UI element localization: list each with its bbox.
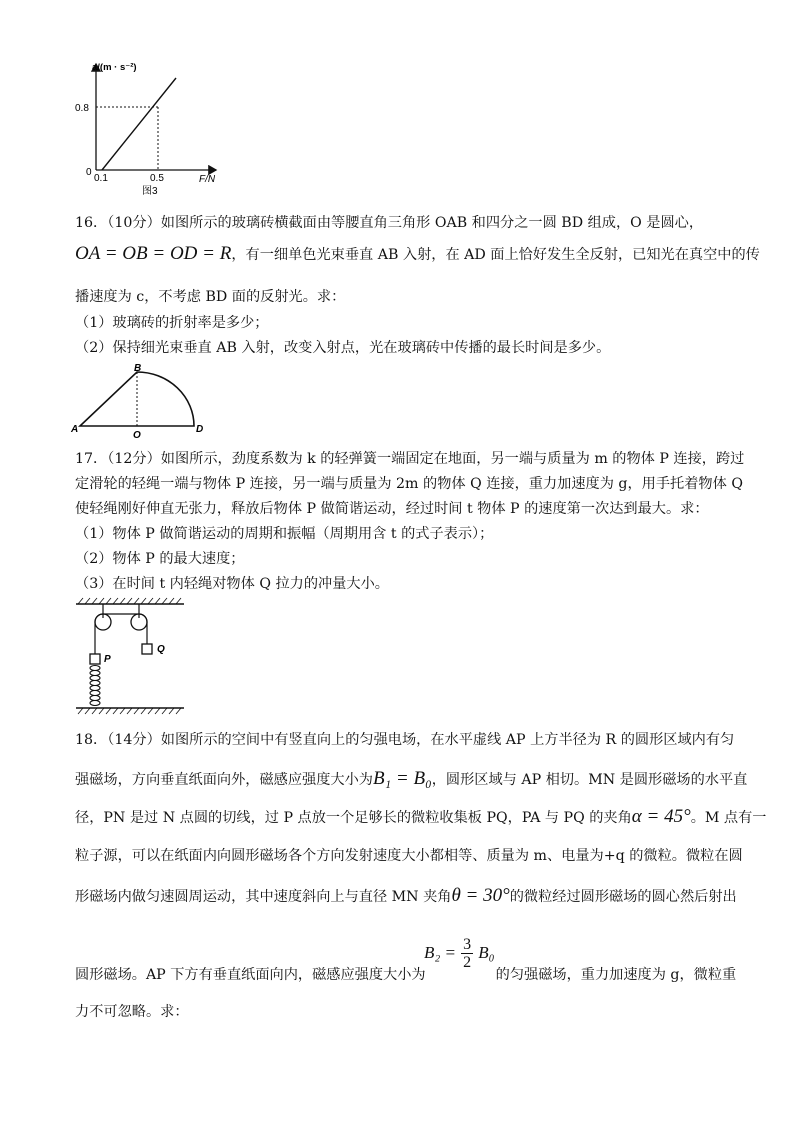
- q16-subquestion-2: （2）保持细光束垂直 AB 入射，改变入射点，光在玻璃砖中传播的最长时间是多少。: [75, 340, 611, 356]
- q17-line-1: 17．（12分）如图所示，劲度系数为 k 的轻弹簧一端固定在地面，另一端与质量为 m 的物体 P 连接，跨过: [75, 451, 745, 467]
- q18-line-2-post: ，圆形区域与 AP 相切。MN 是圆形磁场的水平直: [431, 772, 748, 788]
- x-tick-label-1: 0.1: [94, 173, 108, 184]
- x-axis-label: F/N: [199, 174, 216, 185]
- origin-label: 0: [86, 167, 92, 178]
- q18-line-1: 18．（14分）如图所示的空间中有竖直向上的匀强电场，在水平虚线 AP 上方半径为 R 的圆形区域内有匀: [75, 732, 735, 748]
- q16-line-1: 16．（10分）如图所示的玻璃砖横截面由等腰直角三角形 OAB 和四分之一圆 BD 组成，O 是圆心，: [75, 215, 704, 231]
- b2-numerator: 3: [463, 936, 472, 953]
- q17-subquestion-2: （2）物体 P 的最大速度；: [75, 551, 245, 567]
- q17-subquestion-1: （1）物体 P 做简谐运动的周期和振幅（周期用含 t 的式子表示）；: [75, 526, 494, 542]
- q18-line-5: [75, 886, 737, 907]
- rope: [95, 614, 147, 654]
- y-tick-label: 0.8: [75, 103, 89, 114]
- b2-rhs: B₀: [478, 943, 495, 962]
- q16-line-2: [75, 244, 760, 265]
- q18-line-6-pre: 圆形磁场。AP 下方有垂直纸面向内，磁感应强度大小为: [75, 967, 426, 983]
- ceiling-hatch: [78, 598, 181, 604]
- q16-glass-brick-figure: [68, 360, 218, 442]
- q18-line-5-post: 的微粒经过圆形磁场的圆心然后射出: [509, 889, 737, 905]
- b2-denominator: 2: [463, 954, 472, 971]
- label-o: O: [133, 430, 141, 441]
- q18-line-3-pre: 径，PN 是过 N 点圆的切线，过 P 点放一个足够长的微粒收集板 PQ，PA 与 PQ 的夹角: [75, 810, 632, 826]
- label-b: B: [134, 363, 142, 374]
- label-d: D: [196, 424, 204, 435]
- q18-theta-equation: θ = 30°: [451, 885, 510, 906]
- q16-line-3: 播速度为 c，不考虑 BD 面的反射光。求：: [75, 289, 346, 305]
- q18-line-3: [75, 807, 767, 828]
- data-line: [102, 78, 176, 170]
- x-tick-label-2: 0.5: [150, 173, 164, 184]
- q18-alpha-equation: α = 45°: [631, 806, 691, 827]
- q18-line-4: 粒子源，可以在纸面内向圆形磁场各个方向发射速度大小都相等、质量为 m、电量为+q 的微粒。微粒在圆: [75, 848, 743, 864]
- q16-subquestion-1: （1）玻璃砖的折射率是多少；: [75, 315, 269, 331]
- spring: [90, 666, 100, 706]
- figure3-graph: [75, 58, 238, 200]
- figure-caption: 图3: [142, 186, 158, 197]
- q16-line-2-text: ，有一细单色光束垂直 AB 入射，在 AD 面上恰好发生全反射，已知光在真空中的传: [231, 247, 760, 263]
- b2-lhs: B₂ =: [424, 943, 457, 962]
- q18-b1-equation: B₁ = B₀: [372, 768, 432, 789]
- q17-line-2: 定滑轮的轻绳一端与物体 P 连接，另一端与质量为 2m 的物体 Q 连接，重力加速度为 g，用手托着物体 Q: [75, 476, 743, 492]
- block-p: [90, 654, 100, 664]
- ground-hatch: [78, 708, 181, 714]
- q17-subquestion-3: （3）在时间 t 内轻绳对物体 Q 拉力的冲量大小。: [75, 576, 389, 592]
- block-q: [142, 644, 152, 654]
- q17-line-3: 使轻绳刚好伸直无张力，释放后物体 P 做简谐运动，经过时间 t 物体 P 的速度第一次达到最大。求：: [75, 501, 709, 517]
- y-axis-label: a/(m · s⁻²): [92, 62, 137, 73]
- q18-line-5-pre: 形磁场内做匀速圆周运动，其中速度斜向上与直径 MN 夹角: [75, 889, 452, 905]
- q18-line-6-post: 的匀强磁场，重力加速度为 g，微粒重: [495, 967, 737, 983]
- label-q: Q: [157, 644, 165, 655]
- label-a: A: [71, 424, 79, 435]
- q18-line-6: [75, 965, 736, 985]
- q16-radius-equation: OA = OB = OD = R: [75, 243, 232, 264]
- q17-spring-pulley-figure: [72, 596, 192, 718]
- q18-line-2: [75, 769, 747, 790]
- label-p: P: [104, 654, 111, 665]
- q18-line-3-post: 。M 点有一: [690, 810, 767, 826]
- q18-line-2-pre: 强磁场，方向垂直纸面向外，磁感应强度大小为: [75, 772, 373, 788]
- q18-line-7: 力不可忽略。求：: [75, 1004, 189, 1020]
